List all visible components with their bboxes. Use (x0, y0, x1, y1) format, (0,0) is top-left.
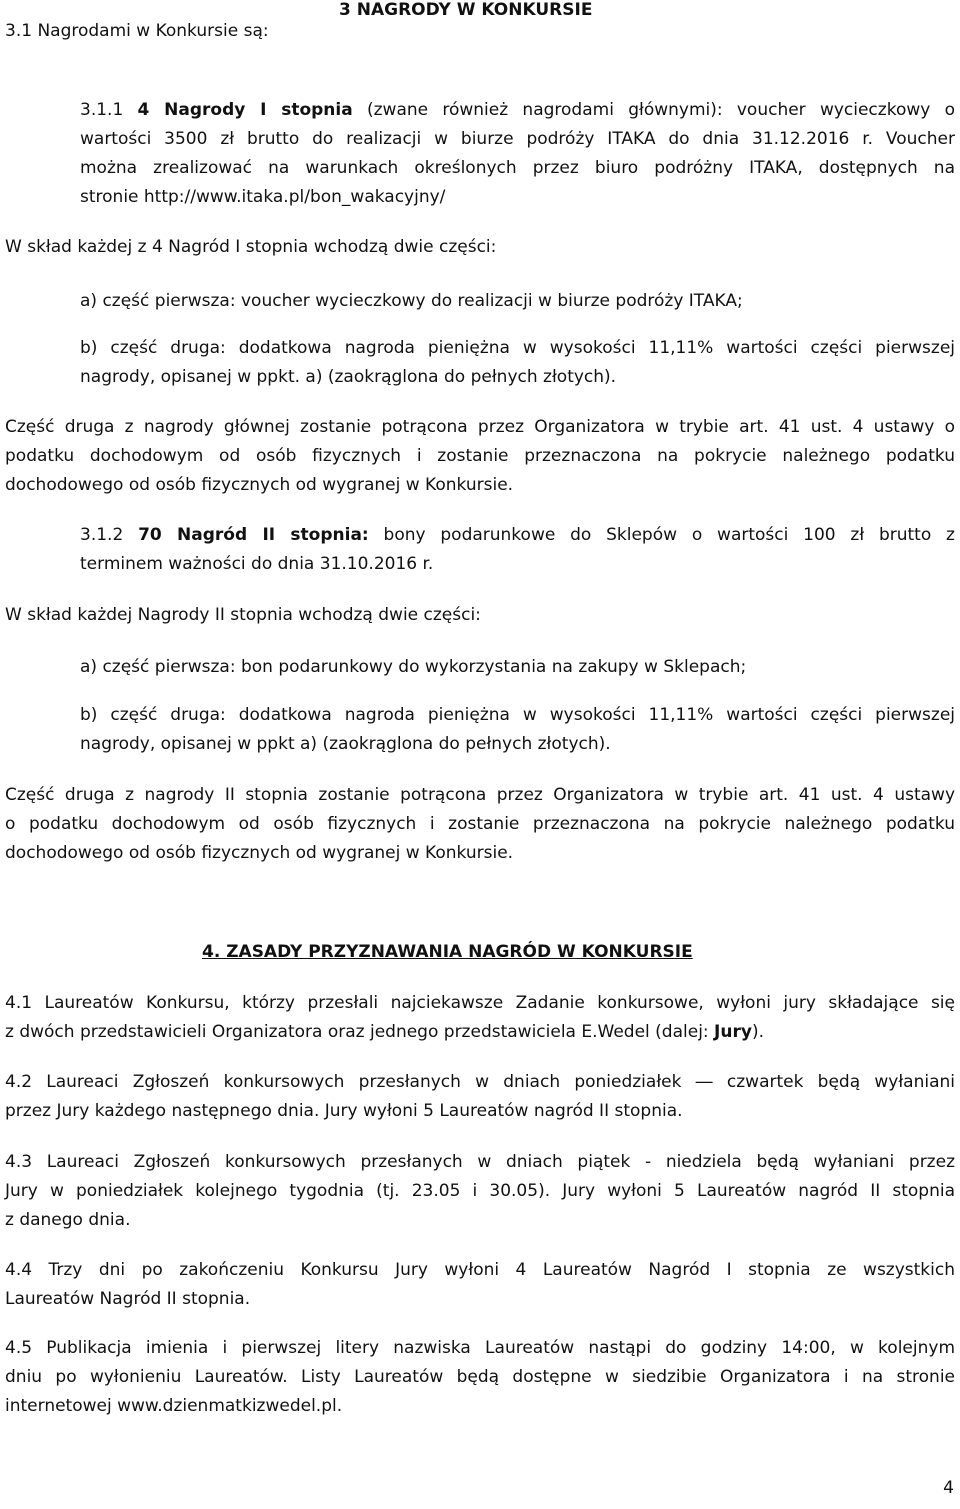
prize-2-part-b: b) część druga: dodatkowa nagroda pieniężna w wysokości 11,11% wartości części pierwszej nagrody, opisanej w ppkt a) (zaokrąglona do pełnych złotych). (80, 705, 955, 754)
prize-2-tax-note: Część druga z nagrody II stopnia zostanie potrącona przez Organizatora w trybie art. 41 ust. 4 ustawy o podatku dochodowym od osób fizycznych i zostanie przeznaczona na pokrycie należnego podatku dochodowego od osób fizycznych od wygranej w Konkursie. (5, 785, 955, 863)
prize-2-composition: W skład każdej Nagrody II stopnia wchodzą dwie części: (5, 605, 481, 625)
paragraph-4-5: 4.5 Publikacja imienia i pierwszej litery nazwiska Laureatów nastąpi do godziny 14:00, w kolejnym dniu po wyłonieniu Laureatów. Listy Laureatów będą dostępne w siedzibie Organizatora i na stronie internetowej www.dzienmatkizwedel.pl. (5, 1338, 955, 1416)
prize-2-heading: 70 Nagród II stopnia: (138, 525, 369, 545)
jury-term: Jury (714, 1022, 752, 1042)
section-3-title: 3 NAGRODY W KONKURSIE (339, 0, 593, 20)
prize-1-tax-note: Część druga z nagrody głównej zostanie potrącona przez Organizatora w trybie art. 41 ust. 4 ustawy o podatku dochodowym od osób fizycznych i zostanie przeznaczona na pokrycie należnego podatku dochodowego od osób fizycznych od wygranej w Konkursie. (5, 417, 955, 495)
paragraph-4-4: 4.4 Trzy dni po zakończeniu Konkursu Jury wyłoni 4 Laureatów Nagród I stopnia ze wszystkich Laureatów Nagród II stopnia. (5, 1260, 955, 1309)
prize-1-heading: 4 Nagrody I stopnia (137, 100, 353, 120)
prize-1-part-b: b) część druga: dodatkowa nagroda pieniężna w wysokości 11,11% wartości części pierwszej nagrody, opisanej w ppkt. a) (zaokrąglona do pełnych złotych). (80, 338, 955, 387)
prize-1-part-a: a) część pierwsza: voucher wycieczkowy do realizacji w biurze podróży ITAKA; (80, 291, 743, 311)
paragraph-3-1-1: 3.1.1 4 Nagrody I stopnia (zwane również nagrodami głównymi): voucher wycieczkowy o wartości 3500 zł brutto do realizacji w biurze podróży ITAKA do dnia 31.12.2016 r. Voucher można zrealizować na warunkach określonych przez biuro podróżny ITAKA, dostępnych na stronie http://www.itaka.pl/bon_wakacyjny/ (80, 100, 955, 207)
paragraph-3-1-2: 3.1.2 70 Nagród II stopnia: bony podarunkowe do Sklepów o wartości 100 zł brutto z terminem ważności do dnia 31.10.2016 r. (80, 525, 955, 574)
paragraph-4-1: 4.1 Laureatów Konkursu, którzy przesłali najciekawsze Zadanie konkursowe, wyłoni jury składające się z dwóch przedstawicieli Organizatora oraz jednego przedstawiciela E.Wedel (dalej: Jury). (5, 993, 955, 1042)
section-3-intro: 3.1 Nagrodami w Konkursie są: (5, 21, 269, 41)
paragraph-4-2: 4.2 Laureaci Zgłoszeń konkursowych przesłanych w dniach poniedziałek ― czwartek będą wyłaniani przez Jury każdego następnego dnia. Jury wyłoni 5 Laureatów nagród II stopnia. (5, 1072, 955, 1121)
paragraph-4-3: 4.3 Laureaci Zgłoszeń konkursowych przesłanych w dniach piątek - niedziela będą wyłaniani przez Jury w poniedziałek kolejnego tygodnia (tj. 23.05 i 30.05). Jury wyłoni 5 Laureatów nagród II stopnia z danego dnia. (5, 1152, 955, 1230)
section-4-title: 4. ZASADY PRZYZNAWANIA NAGRÓD W KONKURSIE (202, 942, 693, 962)
prize-2-part-a: a) część pierwsza: bon podarunkowy do wykorzystania na zakupy w Sklepach; (80, 657, 747, 677)
page-number: 4 (943, 1478, 954, 1498)
prize-1-composition: W skład każdej z 4 Nagród I stopnia wchodzą dwie części: (5, 237, 497, 257)
